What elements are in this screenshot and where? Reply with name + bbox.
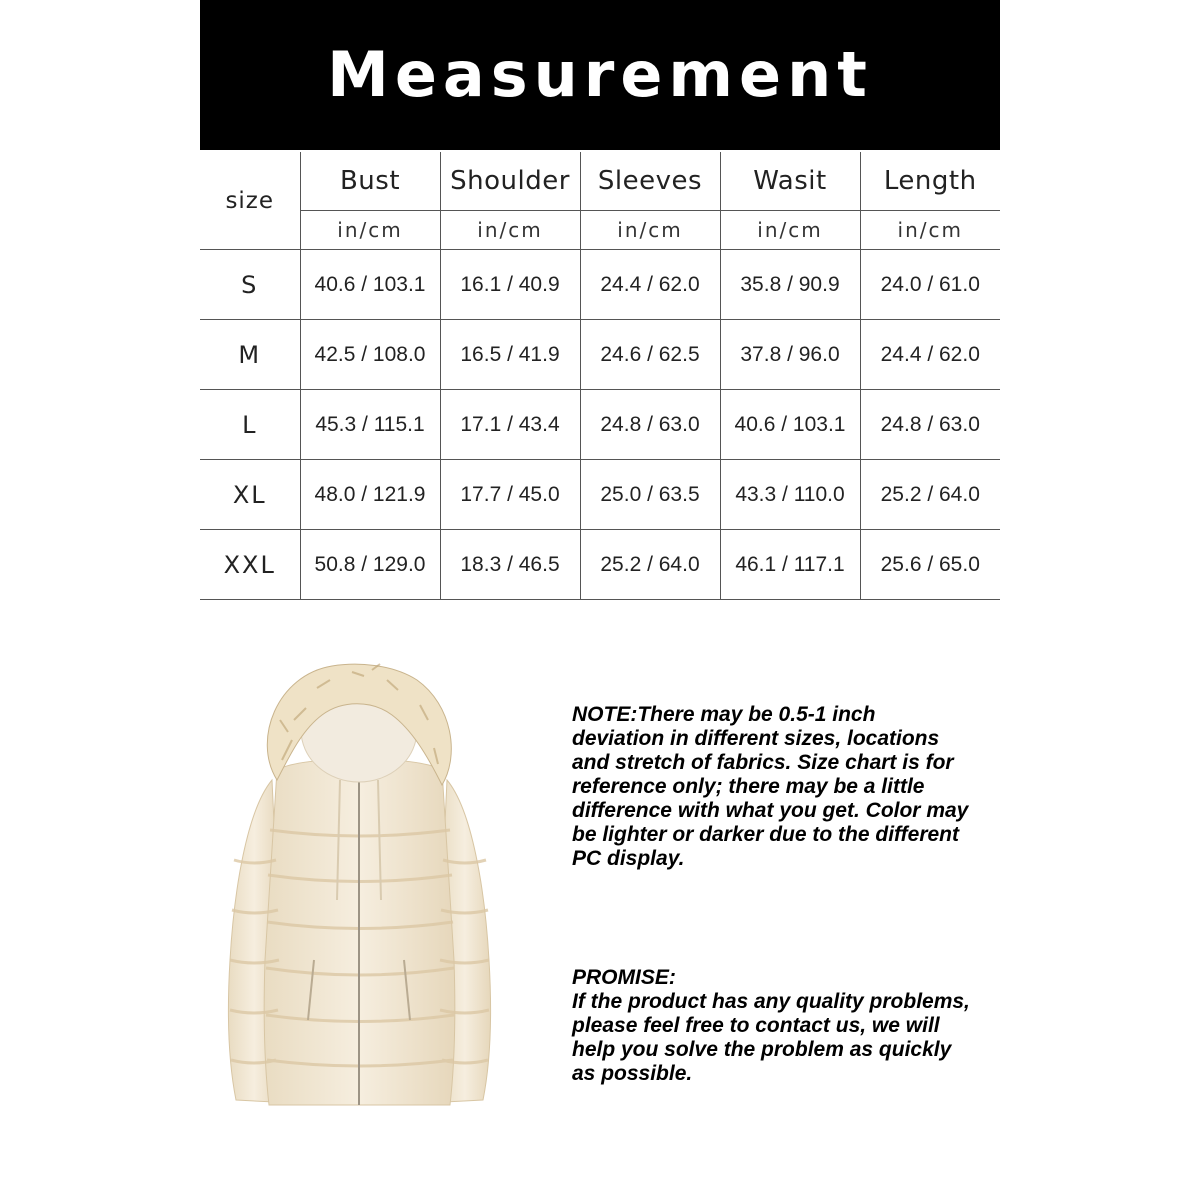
measurement-value: 25.2 / 64.0 xyxy=(580,530,720,600)
jacket-illustration xyxy=(222,660,497,1115)
table-row xyxy=(200,390,1000,460)
measurement-value: 25.2 / 64.0 xyxy=(860,460,1000,530)
page-title: Measurement xyxy=(327,38,873,111)
measurement-value: 25.6 / 65.0 xyxy=(860,530,1000,600)
measurement-value: 24.8 / 63.0 xyxy=(860,390,1000,460)
measurement-value: 16.1 / 40.9 xyxy=(440,250,580,320)
size-label: XXL xyxy=(200,530,300,600)
table-row xyxy=(200,250,1000,320)
size-label: L xyxy=(200,390,300,460)
measurement-value: 48.0 / 121.9 xyxy=(300,460,440,530)
measurement-value: 42.5 / 108.0 xyxy=(300,320,440,390)
measurement-value: 46.1 / 117.1 xyxy=(720,530,860,600)
measurement-value: 50.8 / 129.0 xyxy=(300,530,440,600)
table-row xyxy=(200,460,1000,530)
promise-title: PROMISE: xyxy=(572,966,676,989)
column-header-sleeves: Sleeves xyxy=(580,152,720,211)
measurement-value: 24.6 / 62.5 xyxy=(580,320,720,390)
measurement-value: 40.6 / 103.1 xyxy=(720,390,860,460)
size-column-header: size xyxy=(200,152,300,250)
measurement-value: 40.6 / 103.1 xyxy=(300,250,440,320)
measurement-value: 25.0 / 63.5 xyxy=(580,460,720,530)
header-banner xyxy=(200,0,1000,150)
unit-label: in/cm xyxy=(440,211,580,250)
column-header-bust: Bust xyxy=(300,152,440,211)
measurement-value: 43.3 / 110.0 xyxy=(720,460,860,530)
note-text: NOTE:There may be 0.5-1 inch deviation in different sizes, locations and stretch of fabrics. Size chart is for reference only; there may be a little difference with what you get. Color may be lighter or darker due to the different PC display. xyxy=(572,703,969,870)
table-unit-row xyxy=(200,211,1000,250)
measurement-value: 24.8 / 63.0 xyxy=(580,390,720,460)
promise-text-block xyxy=(572,966,972,1086)
measurement-value: 37.8 / 96.0 xyxy=(720,320,860,390)
column-header-shoulder: Shoulder xyxy=(440,152,580,211)
unit-label: in/cm xyxy=(580,211,720,250)
column-header-waist: Wasit xyxy=(720,152,860,211)
product-image xyxy=(222,660,497,1115)
unit-label: in/cm xyxy=(300,211,440,250)
table-row xyxy=(200,530,1000,600)
unit-label: in/cm xyxy=(720,211,860,250)
table-header-row xyxy=(200,152,1000,211)
measurement-value: 17.7 / 45.0 xyxy=(440,460,580,530)
measurement-value: 45.3 / 115.1 xyxy=(300,390,440,460)
promise-text: If the product has any quality problems, please feel free to contact us, we will help you solve the problem as quickly as possible. xyxy=(572,990,970,1085)
measurement-value: 24.4 / 62.0 xyxy=(580,250,720,320)
measurement-value: 18.3 / 46.5 xyxy=(440,530,580,600)
measurement-value: 16.5 / 41.9 xyxy=(440,320,580,390)
size-label: XL xyxy=(200,460,300,530)
size-chart-table xyxy=(200,152,1000,600)
measurement-value: 24.0 / 61.0 xyxy=(860,250,1000,320)
size-label: M xyxy=(200,320,300,390)
measurement-value: 24.4 / 62.0 xyxy=(860,320,1000,390)
unit-label: in/cm xyxy=(860,211,1000,250)
table-row xyxy=(200,320,1000,390)
measurement-value: 17.1 / 43.4 xyxy=(440,390,580,460)
measurement-value: 35.8 / 90.9 xyxy=(720,250,860,320)
size-label: S xyxy=(200,250,300,320)
note-text-block xyxy=(572,703,972,871)
column-header-length: Length xyxy=(860,152,1000,211)
